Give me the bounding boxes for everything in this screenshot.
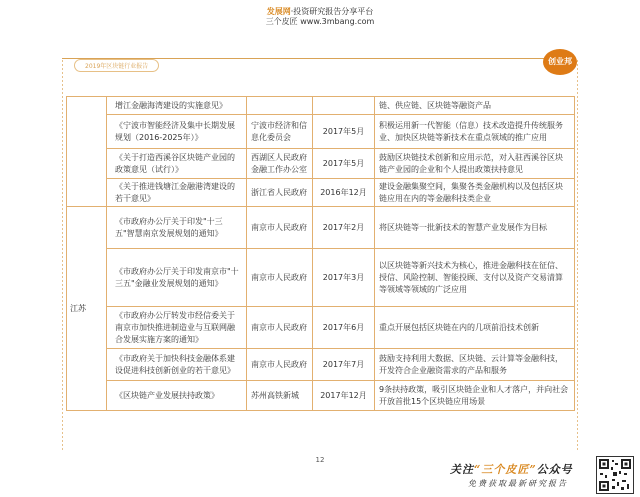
province-cell: 江苏 [67, 207, 107, 411]
date-cell: 2017年7月 [313, 349, 375, 381]
brand-tagline: ·投资研究报告分享平台 [290, 7, 374, 16]
brand-name: 发展网 [266, 6, 291, 16]
table-row [67, 115, 575, 149]
date-cell: 2017年5月 [313, 115, 375, 149]
issuer-cell: 西湖区人民政府金融工作办公室 [247, 149, 313, 179]
footer-account-suffix: 公众号 [536, 463, 573, 476]
page-number: 12 [315, 456, 325, 464]
policy-title-cell: 《关于打造西溪谷区块链产业园的政策意见（试行）》 [107, 149, 247, 179]
content-cell: 以区块链等新兴技术为核心，推进金融科技在征信、授信、风险控制、智能投顾、支付以及资产交易清算等领域等领域的广泛应用 [375, 249, 575, 307]
table-row [67, 381, 575, 411]
policy-title-cell: 《关于推进钱塘江金融港湾建设的若干意见》 [107, 179, 247, 207]
policy-table [66, 96, 575, 411]
table-row [67, 249, 575, 307]
table-row [67, 149, 575, 179]
issuer-cell: 南京市人民政府 [247, 349, 313, 381]
policy-title-cell: 《市政府办公厅转发市经信委关于南京市加快推进制造业与互联网融合发展实施方案的通知》 [107, 307, 247, 349]
issuer-cell: 苏州高铁新城 [247, 381, 313, 411]
issuer-cell: 南京市人民政府 [247, 207, 313, 249]
qr-code-graphic [597, 457, 633, 493]
table-row [67, 179, 575, 207]
date-cell: 2017年6月 [313, 307, 375, 349]
content-cell: 重点开展包括区块链在内的几项前沿技术创新 [375, 307, 575, 349]
right-dashed-border [577, 60, 578, 450]
footer-slogan: 免费获取最新研究报告 [468, 479, 568, 488]
policy-title-cell: 《市政府办公厅关于印发"十三五"智慧南京发展规划的通知》 [107, 207, 247, 249]
issuer-cell: 浙江省人民政府 [247, 179, 313, 207]
url-prefix: 三个皮匠 [265, 17, 298, 26]
policy-title-cell: 《市政府办公厅关于印发南京市"十三五"金融业发展规划的通知》 [107, 249, 247, 307]
report-title: 2019年区块链行业报告 [74, 59, 159, 72]
content-cell: 鼓励支持利用大数据、区块链、云计算等金融科技，开发符合企业融资需求的产品和服务 [375, 349, 575, 381]
table-row [67, 97, 575, 115]
issuer-cell: 南京市人民政府 [247, 249, 313, 307]
issuer-cell [247, 97, 313, 115]
province-cell [67, 97, 107, 207]
footer-follow [450, 461, 573, 477]
left-dashed-border [62, 60, 63, 450]
policy-title-cell: 《宁波市智能经济及集中长期发展规划（2016-2025年）》 [107, 115, 247, 149]
qr-code-icon[interactable] [596, 456, 634, 494]
brand-badge: 创业邦 [543, 49, 577, 75]
table-row [67, 349, 575, 381]
url-link[interactable]: www.3mbang.com [300, 17, 375, 26]
policy-title-cell: 增江金融海湾建设的实施意见》 [107, 97, 247, 115]
date-cell: 2017年3月 [313, 249, 375, 307]
date-cell: 2017年2月 [313, 207, 375, 249]
content-cell: 将区块链等一批新技术的智慧产业发展作为目标 [375, 207, 575, 249]
policy-title-cell: 《区块链产业发展扶持政策》 [107, 381, 247, 411]
date-cell: 2017年5月 [313, 149, 375, 179]
table-row [67, 307, 575, 349]
issuer-cell: 宁波市经济和信息化委员会 [247, 115, 313, 149]
issuer-cell: 南京市人民政府 [247, 307, 313, 349]
footer-account: “三个皮匠” [474, 463, 537, 476]
content-cell: 9条扶持政策，吸引区块链企业和人才落户，并向社会开放首批15个区块链应用场景 [375, 381, 575, 411]
content-cell: 链、供应链、区块链等融资产品 [375, 97, 575, 115]
footer-follow-label: 关注 [450, 463, 474, 476]
header-url [0, 16, 640, 27]
policy-title-cell: 《市政府关于加快科技金融体系建设促进科技创新创业的若干意见》 [107, 349, 247, 381]
date-cell: 2017年12月 [313, 381, 375, 411]
date-cell: 2016年12月 [313, 179, 375, 207]
date-cell [313, 97, 375, 115]
content-cell: 建设金融集聚空间，集聚各类金融机构以及包括区块链应用在内的等金融科技类企业 [375, 179, 575, 207]
table-row [67, 207, 575, 249]
content-cell: 鼓励区块链技术创新和应用示范，对入驻西溪谷区块链产业园的企业和个人提出政策扶持意见 [375, 149, 575, 179]
content-cell: 积极运用新一代智能（信息）技术改造提升传统服务业、加快区块链等新技术在重点领域的推广应用 [375, 115, 575, 149]
